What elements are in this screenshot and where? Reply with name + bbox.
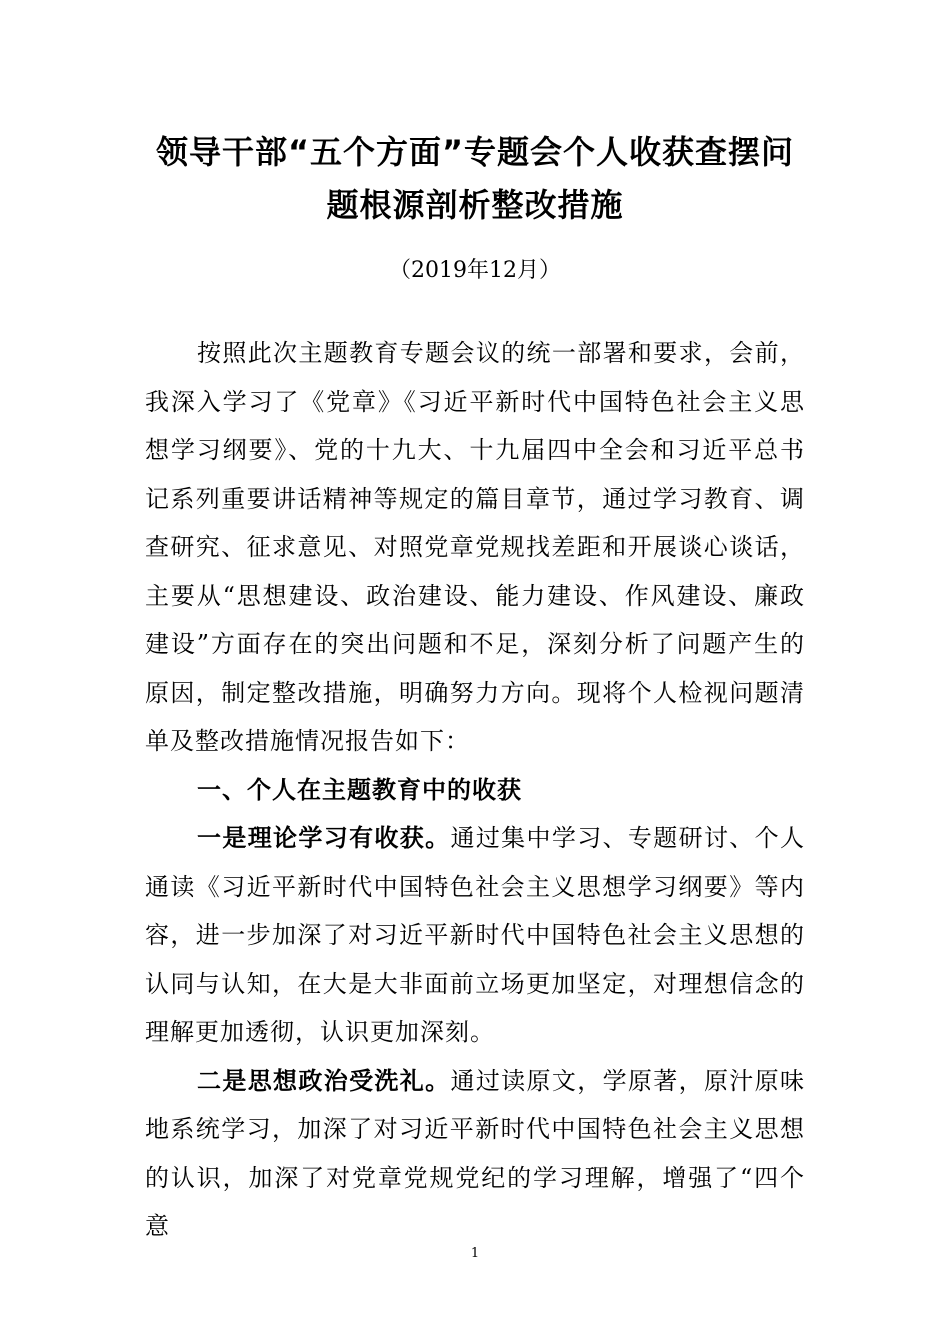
document-body bbox=[145, 329, 805, 1251]
item-text-1: 通过集中学习、专题研讨、个人通读《习近平新时代中国特色社会主义思想学习纲要》等内容，进一步加深了对习近平新时代中国特色社会主义思想的认同与认知，在大是大非面前立场更加坚定，对理想信念的理解更加透彻，认识更加深刻。 bbox=[145, 824, 806, 1046]
section-heading-1: 一、个人在主题教育中的收获 bbox=[197, 775, 522, 804]
item-text-2: 通过读原文，学原著，原汁原味地系统学习，加深了对习近平新时代中国特色社会主义思想的认识，加深了对党章党规党纪的学习理解，增强了“四个意 bbox=[145, 1066, 806, 1240]
item-lead-2: 二是思想政治受洗礼。 bbox=[197, 1066, 451, 1095]
intro-paragraph: 按照此次主题教育专题会议的统一部署和要求，会前，我深入学习了《党章》《习近平新时代中国特色社会主义思想学习纲要》、党的十九大、十九届四中全会和习近平总书记系列重要讲话精神等规定的篇目章节，通过学习教育、调查研究、征求意见、对照党章党规找差距和开展谈心谈话，主要从“思想建设、政治建设、能力建设、作风建设、廉政建设”方面存在的突出问题和不足，深刻分析了问题产生的原因，制定整改措施，明确努力方向。现将个人检视问题清单及整改措施情况报告如下： bbox=[145, 339, 805, 755]
item-paragraph-1 bbox=[145, 814, 805, 1057]
document-date: （2019年12月） bbox=[389, 258, 561, 283]
page-number: 1 bbox=[470, 1246, 480, 1261]
item-paragraph-2 bbox=[145, 1057, 805, 1251]
document-title: 领导干部“五个方面”专题会个人收获查摆问题根源剖析整改措施 bbox=[155, 133, 795, 224]
item-lead-1: 一是理论学习有收获。 bbox=[197, 824, 451, 852]
